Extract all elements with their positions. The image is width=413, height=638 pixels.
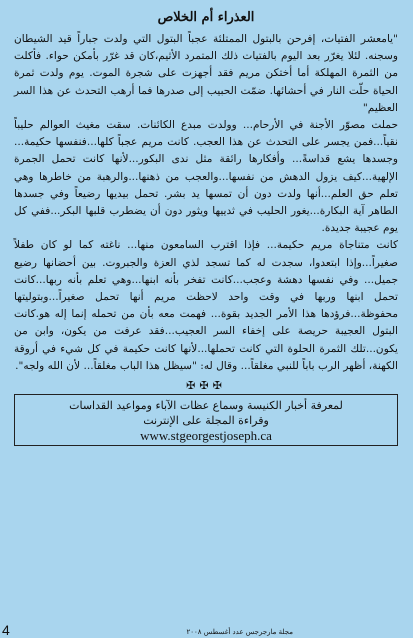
paragraph-1: "يامعشر الفتيات، إفرحن بالبتول الممتلئة عجباً البتول التي ولدت جباراً قيد الشيطان وسجنه. لئلا يغرّر بعد اليوم بالفتيات ذلك المتمرد الأثيم،كان قد غرّر بأمكن حواء. فأكلت من الثمرة المهلكة أما أختكن مريم فقد أجهزت على شجرة الموت. يوم ولدت ثمرة الحياة حلّت النار في أحشائها. ضمّت الحبيب إلى صدرها فما أرهب التحدث عن هذا السر العظيم" [14, 33, 398, 114]
paragraph-3: كانت متناجاة مريم حكيمة... فإذا اقترب السامعون منها... ناغته كما لو كان طفلاً صغيراً...وإذا ابتعدوا، سجدت له كما تسجد لذي العزة والجبروت. بين أحضانها رضيع جميل... وفي نفسها دهشة وعجب...كانت تفخر بأنه ابنها...وهي تعلم بأنه ربها...كانت تحمل ابنها وربها في وقت واحد لاحظت مريم أنها تحمل صغيراً...وبتوليتها محفوظة...فرؤدها هذا الأمر الجديد بقوة... فهمت معه بأن من تحمله إنما إله هو.كانت البتول العجيبة حريصة على إخفاء السر العجيب...فقد عرفت من يكون، وابن من يكون...تلك الثمرة الحلوة التي كانت تحملها...لأنها كانت حكيمة في كل شيء في أروقة الكهنة، أظهر الرب باباً للنبي مغلقاً... وقال له: "سيظل هذا الباب مغلقاً... لأن الله ولجه". [14, 239, 398, 372]
page-number: 4 [2, 622, 10, 638]
paragraph-2: حملت مصوّر الأجنة في الأرحام... وولدت مبدع الكائنات. سقت مغيث العوالم حليباً نقياً...فمن يجسر على التحدث عن هذا العجب. كانت مريم عجباً كلها...فنفسها حكيمة... وجسدها يشع قداسةً... وأفكارها رائقة مثل ندى البكور...لأنها كانت تحمل الجمرة الإلهية...كيف يزول الدهش من نفسها...والعجب من ذهنها...والرهبة من خاطرها وهي تعلم حق العلم...أنها ولدت دون أن تمسها يد بشر. تحمل بيديها رضيعاً وفي جسدها الطاهر آية البكارة...يغور الحليب في ثدييها ويثور دون أن يضطرب قلبها البكر...ففي كل يوم عجيبة جديدة. [14, 119, 398, 235]
footer-box [14, 394, 398, 446]
page [14, 10, 398, 630]
crosses-ornament: ✠✠✠ [186, 379, 226, 393]
footer-line-1: لمعرفة أخبار الكنيسة وسماع عظات الآباء ومواعيد القداسات [69, 399, 343, 413]
page-footer [0, 620, 413, 638]
page-title: العذراء أم الخلاص [157, 10, 255, 25]
footer-caption: مجلة مارجرجس عدد أغسطس ٢٠٠٨ [186, 628, 293, 636]
footer-website-link[interactable]: www.stgeorgestjoseph.ca [140, 428, 272, 444]
footer-line-2: وقراءة المجلة على الإنترنت [143, 414, 269, 428]
